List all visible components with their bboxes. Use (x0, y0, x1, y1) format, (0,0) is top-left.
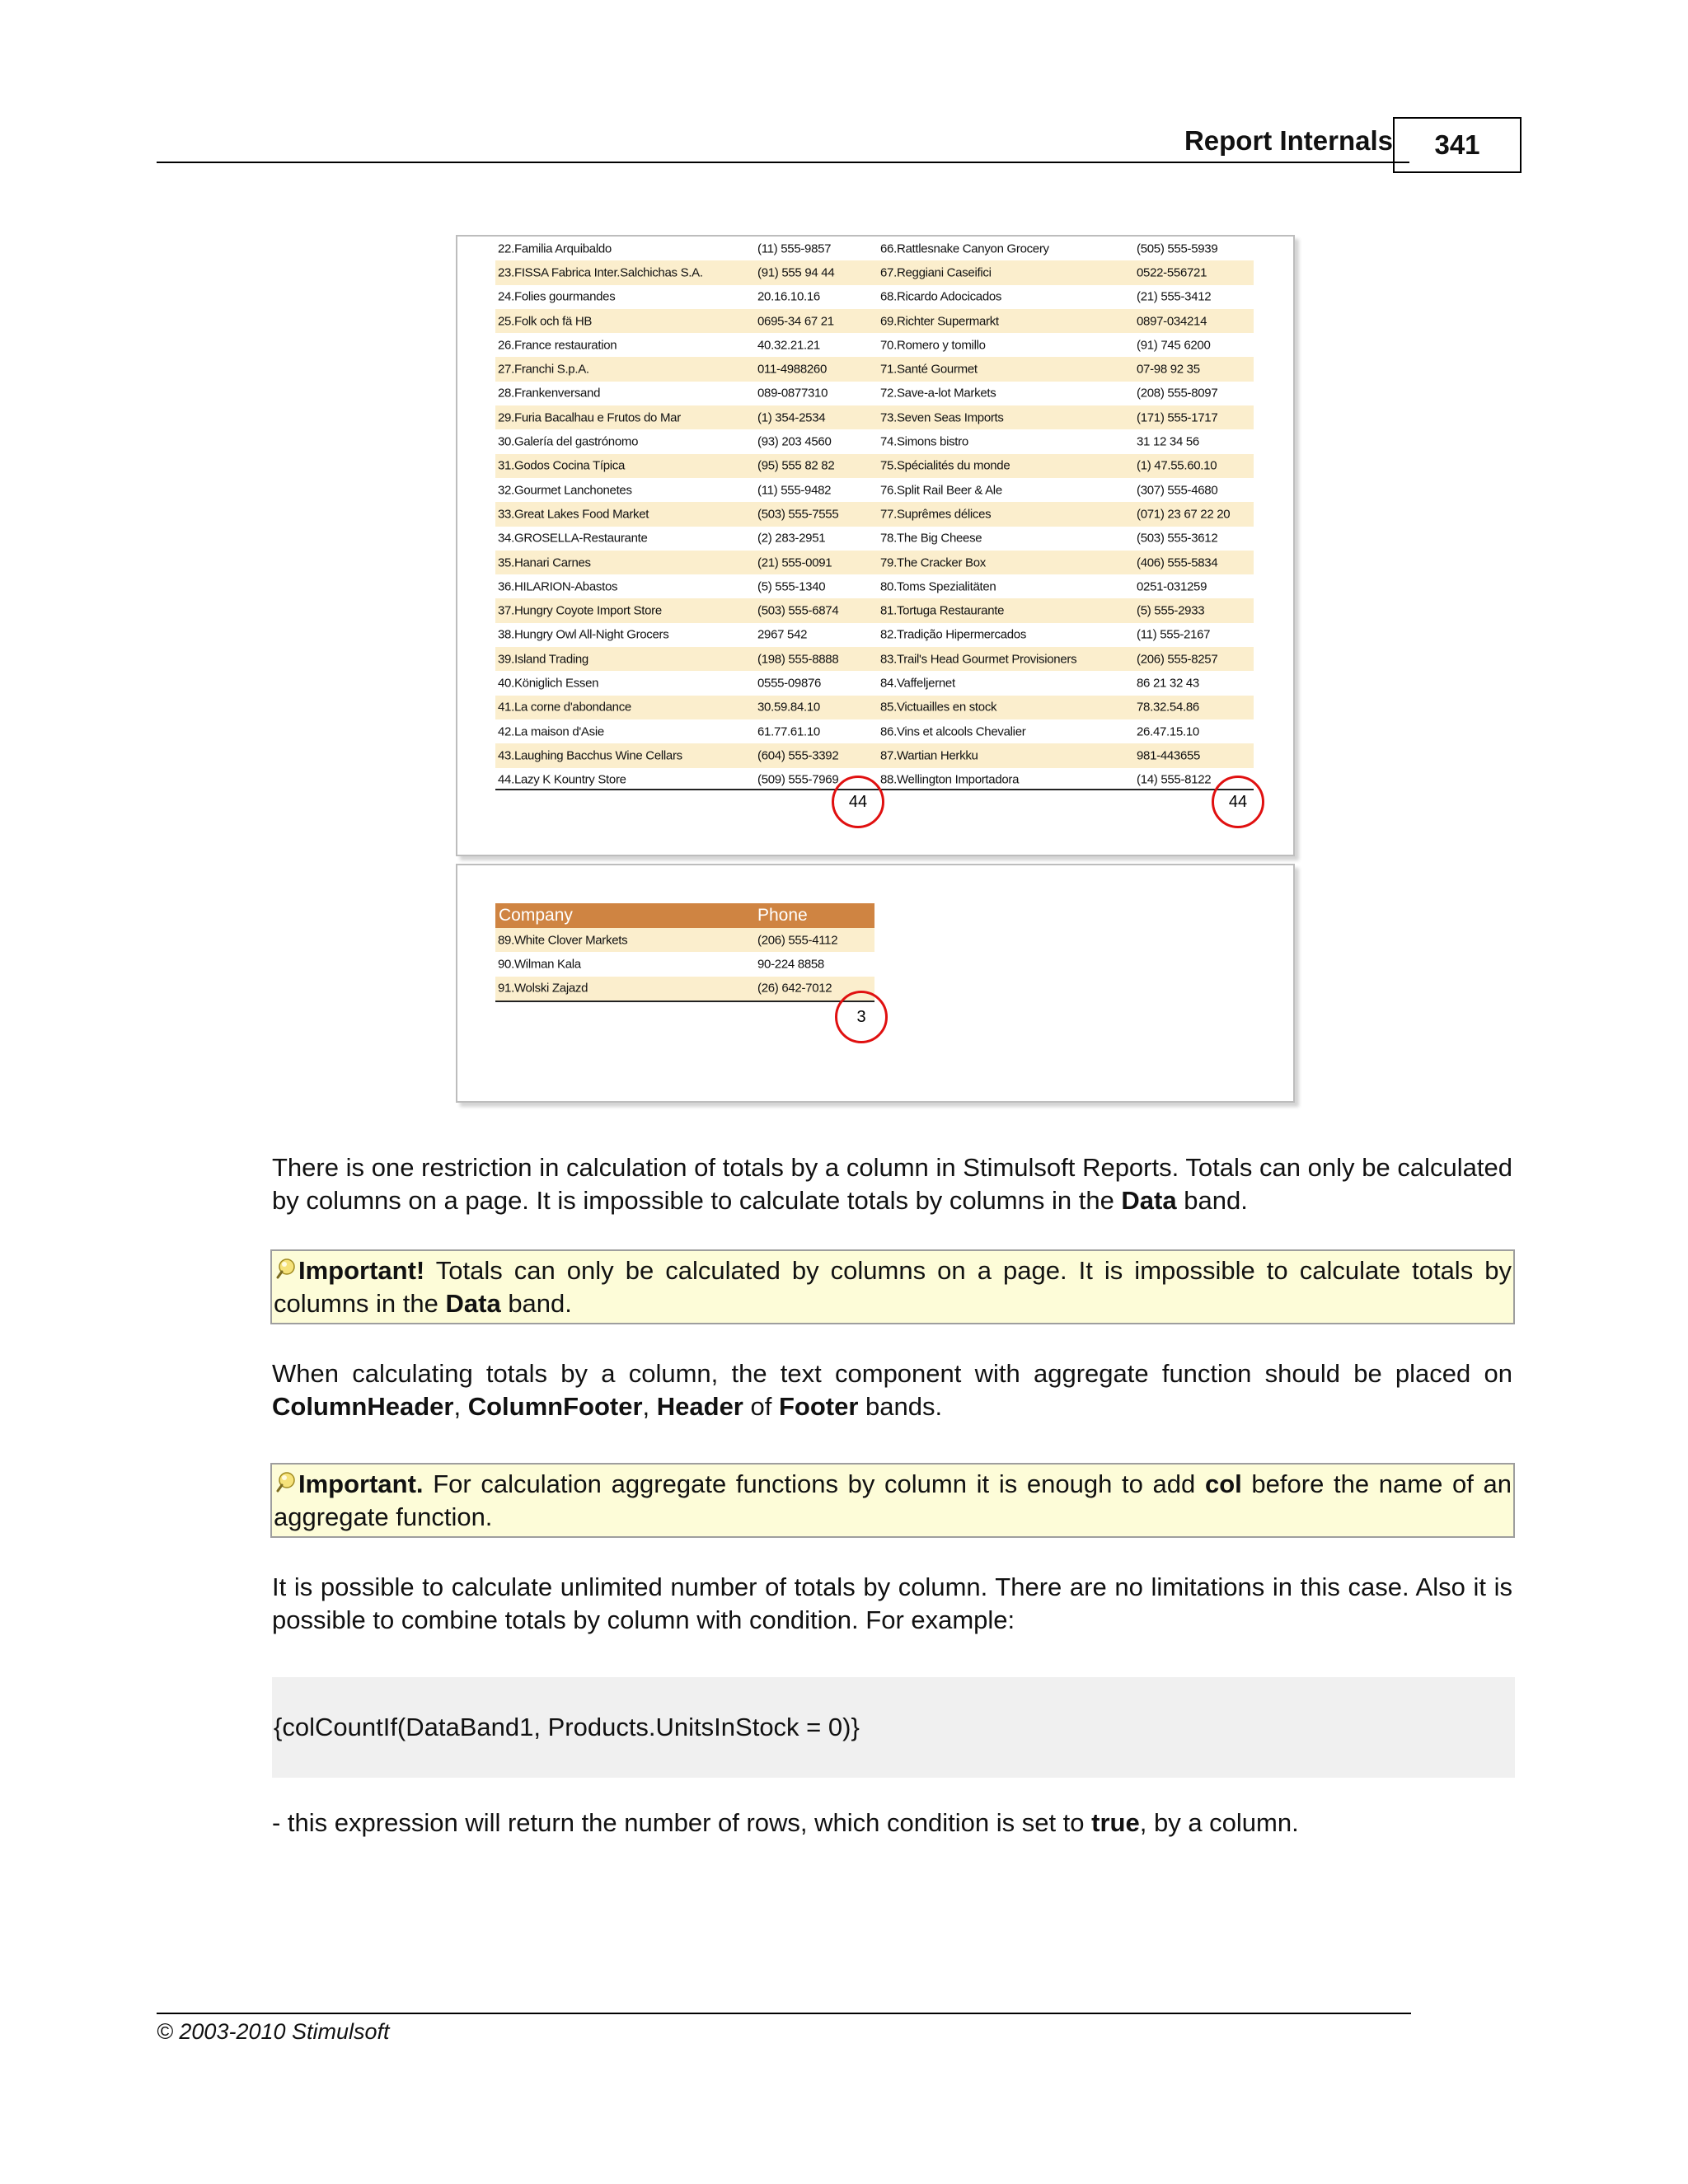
customers-last-page-table (495, 903, 874, 1001)
phone-cell: (206) 555-4112 (757, 933, 838, 948)
phone-cell: (1) 354-2534 (757, 410, 826, 425)
phone-cell: 0555-09876 (757, 676, 822, 691)
paragraph-unlimited: It is possible to calculate unlimited number of totals by column. There are no limitations in this case. Also it is possible to combine totals by column with condition. For example: (272, 1572, 1512, 1634)
company-cell: 82.Tradição Hipermercados (880, 627, 1027, 642)
table-row (495, 237, 1254, 260)
company-cell: 39.Island Trading (498, 652, 588, 667)
important-note-2 (270, 1463, 1515, 1538)
note1-bold-data: Data (445, 1289, 501, 1318)
phone-cell: (2) 283-2951 (757, 531, 826, 546)
p2-sep3: of (743, 1392, 779, 1421)
phone-cell: 0522-556721 (1137, 265, 1207, 280)
company-cell: 33.Great Lakes Food Market (498, 507, 649, 522)
company-cell: 78.The Big Cheese (880, 531, 982, 546)
company-cell: 37.Hungry Coyote Import Store (498, 603, 662, 618)
phone-cell: (307) 555-4680 (1137, 483, 1218, 498)
phone-cell: (11) 555-9482 (757, 483, 832, 498)
phone-cell: (1) 47.55.60.10 (1137, 458, 1217, 473)
report-preview-page-1 (456, 235, 1295, 856)
phone-cell: (26) 642-7012 (757, 981, 832, 996)
phone-cell: 30.59.84.10 (757, 700, 820, 715)
phone-cell: 0251-031259 (1137, 579, 1207, 594)
phone-cell: (91) 745 6200 (1137, 338, 1211, 353)
note2-label: Important. (298, 1469, 424, 1498)
phone-cell: (071) 23 67 22 20 (1137, 507, 1231, 522)
company-cell: 74.Simons bistro (880, 434, 968, 449)
phone-cell: 2967 542 (757, 627, 808, 642)
company-cell: 86.Vins et alcools Chevalier (880, 724, 1026, 739)
phone-cell: 78.32.54.86 (1137, 700, 1199, 715)
company-cell: 41.La corne d'abondance (498, 700, 631, 715)
company-cell: 91.Wolski Zajazd (498, 981, 588, 996)
footer-copyright: © 2003-2010 Stimulsoft (157, 2019, 390, 2044)
code-example (272, 1677, 1515, 1778)
table-row (495, 623, 1254, 647)
customers-two-column-table (495, 237, 1254, 792)
company-cell: 36.HILARION-Abastos (498, 579, 618, 594)
column-footer-line-right (874, 789, 1254, 790)
phone-cell: 011-4988260 (757, 362, 828, 377)
phone-cell: (406) 555-5834 (1137, 555, 1218, 569)
report-preview-page-2 (456, 864, 1295, 1103)
note1-text: Totals can only be calculated by columns on a page. It is impossible to calculate totals by columns in the (274, 1256, 1512, 1318)
phone-cell: (95) 555 82 82 (757, 458, 835, 473)
phone-cell: 089-0877310 (757, 386, 828, 401)
code-expression: {colCountIf(DataBand1, Products.UnitsInStock = 0)} (274, 1713, 860, 1741)
note1-text-end: band. (500, 1289, 572, 1318)
company-cell: 30.Galería del gastrónomo (498, 434, 639, 449)
table-row (495, 928, 874, 952)
phone-cell: (503) 555-7555 (757, 507, 839, 522)
table-row (495, 382, 1254, 405)
phone-cell: (208) 555-8097 (1137, 386, 1218, 401)
column-header-phone: Phone (757, 906, 808, 925)
table-header-row (495, 903, 874, 928)
phone-cell: 61.77.61.10 (757, 724, 820, 739)
phone-cell: (11) 555-2167 (1137, 627, 1211, 642)
table-row (495, 743, 1254, 767)
phone-cell: 26.47.15.10 (1137, 724, 1199, 739)
table-row (495, 357, 1254, 381)
lightbulb-icon (274, 1258, 297, 1281)
table-row (495, 309, 1254, 333)
footer-rule (157, 2013, 1411, 2014)
phone-cell: 86 21 32 43 (1137, 676, 1199, 691)
paragraph-explanation (272, 1807, 1512, 1840)
phone-cell: (198) 555-8888 (757, 652, 839, 667)
table-row (495, 260, 1254, 284)
column-total-right: 44 (1212, 776, 1264, 828)
note2-text-end: before the name of an aggregate function. (274, 1469, 1512, 1531)
note2-text: For calculation aggregate functions by column it is enough to add (423, 1469, 1205, 1498)
phone-cell: 0695-34 67 21 (757, 314, 834, 329)
table-row (495, 429, 1254, 453)
company-cell: 34.GROSELLA-Restaurante (498, 531, 648, 546)
table-row (495, 454, 1254, 478)
table-row (495, 671, 1254, 695)
p2-sep2: , (642, 1392, 657, 1421)
company-cell: 71.Santé Gourmet (880, 362, 978, 377)
paragraph-restriction (272, 1151, 1512, 1217)
table-row (495, 502, 1254, 526)
phone-cell: 981-443655 (1137, 748, 1201, 763)
company-cell: 35.Hanari Carnes (498, 555, 591, 569)
company-cell: 77.Suprêmes délices (880, 507, 992, 522)
company-cell: 76.Split Rail Beer & Ale (880, 483, 1002, 498)
company-cell: 72.Save-a-lot Markets (880, 386, 996, 401)
note1-label: Important! (298, 1256, 425, 1285)
phone-cell: (171) 555-1717 (1137, 410, 1218, 425)
column-total-page2: 3 (835, 991, 888, 1043)
paragraph-placement (272, 1357, 1512, 1423)
table-row (495, 574, 1254, 598)
p1-bold-data: Data (1121, 1186, 1177, 1215)
phone-cell: (503) 555-3612 (1137, 531, 1218, 546)
phone-cell: (503) 555-6874 (757, 603, 839, 618)
company-cell: 69.Richter Supermarkt (880, 314, 999, 329)
company-cell: 27.Franchi S.p.A. (498, 362, 589, 377)
table-row (495, 405, 1254, 429)
company-cell: 25.Folk och fä HB (498, 314, 593, 329)
phone-cell: (206) 555-8257 (1137, 652, 1218, 667)
phone-cell: (5) 555-2933 (1137, 603, 1205, 618)
p4-text: - this expression will return the number of rows, which condition is set to (272, 1808, 1092, 1837)
phone-cell: (5) 555-1340 (757, 579, 826, 594)
company-cell: 85.Victuailles en stock (880, 700, 997, 715)
phone-cell: (11) 555-9857 (757, 241, 832, 256)
company-cell: 38.Hungry Owl All-Night Grocers (498, 627, 669, 642)
important-note-1 (270, 1249, 1515, 1324)
p2-sep1: , (453, 1392, 468, 1421)
table-row (495, 719, 1254, 743)
company-cell: 24.Folies gourmandes (498, 289, 616, 304)
phone-cell: (93) 203 4560 (757, 434, 832, 449)
p4-text-end: , by a column. (1139, 1808, 1299, 1837)
company-cell: 23.FISSA Fabrica Inter.Salchichas S.A. (498, 265, 703, 280)
table-row (495, 551, 1254, 574)
note2-bold-col: col (1204, 1469, 1242, 1498)
company-cell: 87.Wartian Herkku (880, 748, 978, 763)
p4-bold-true: true (1091, 1808, 1140, 1837)
phone-cell: (91) 555 94 44 (757, 265, 835, 280)
company-cell: 44.Lazy K Kountry Store (498, 772, 626, 787)
company-cell: 84.Vaffeljernet (880, 676, 955, 691)
table-row (495, 333, 1254, 357)
p1-text: There is one restriction in calculation of totals by a column in Stimulsoft Reports. Totals can only be calculated by columns on a page. It is impossible to calculate totals by columns in the (272, 1153, 1512, 1215)
phone-cell: (604) 555-3392 (757, 748, 839, 763)
column-footer-line (495, 1001, 874, 1002)
table-row (495, 598, 1254, 622)
company-cell: 73.Seven Seas Imports (880, 410, 1004, 425)
p1-text-end: band. (1176, 1186, 1248, 1215)
company-cell: 90.Wilman Kala (498, 957, 581, 972)
company-cell: 42.La maison d'Asie (498, 724, 604, 739)
column-footer-line-left (495, 789, 874, 790)
p2-bold-header: Header (656, 1392, 743, 1421)
page-number: 341 (1393, 117, 1522, 173)
table-row (495, 696, 1254, 719)
company-cell: 79.The Cracker Box (880, 555, 986, 569)
phone-cell: 90-224 8858 (757, 957, 824, 972)
phone-cell: (14) 555-8122 (1137, 772, 1212, 787)
company-cell: 43.Laughing Bacchus Wine Cellars (498, 748, 682, 763)
company-cell: 28.Frankenversand (498, 386, 601, 401)
p2-bold-footer: Footer (778, 1392, 859, 1421)
section-title: Report Internals (1184, 125, 1393, 156)
p2-text-end: bands. (858, 1392, 943, 1421)
table-row (495, 527, 1254, 551)
p2-bold-columnheader: ColumnHeader (272, 1392, 454, 1421)
company-cell: 67.Reggiani Caseifici (880, 265, 992, 280)
phone-cell: (21) 555-3412 (1137, 289, 1212, 304)
table-row (495, 977, 874, 1001)
company-cell: 26.France restauration (498, 338, 617, 353)
table-row (495, 478, 1254, 502)
phone-cell: 0897-034214 (1137, 314, 1207, 329)
header-rule (157, 162, 1409, 163)
company-cell: 88.Wellington Importadora (880, 772, 1020, 787)
phone-cell: (509) 555-7969 (757, 772, 839, 787)
phone-cell: 40.32.21.21 (757, 338, 820, 353)
company-cell: 68.Ricardo Adocicados (880, 289, 1002, 304)
phone-cell: 07-98 92 35 (1137, 362, 1200, 377)
phone-cell: (505) 555-5939 (1137, 241, 1218, 256)
phone-cell: 31 12 34 56 (1137, 434, 1199, 449)
table-row (495, 647, 1254, 671)
company-cell: 81.Tortuga Restaurante (880, 603, 1005, 618)
company-cell: 80.Toms Spezialitäten (880, 579, 996, 594)
company-cell: 89.White Clover Markets (498, 933, 628, 948)
company-cell: 40.Königlich Essen (498, 676, 599, 691)
phone-cell: (21) 555-0091 (757, 555, 832, 569)
column-header-company: Company (499, 906, 573, 925)
company-cell: 31.Godos Cocina Típica (498, 458, 626, 473)
table-row (495, 285, 1254, 309)
p2-text: When calculating totals by a column, the text component with aggregate function should be placed on (272, 1359, 1512, 1388)
company-cell: 70.Romero y tomillo (880, 338, 986, 353)
company-cell: 22.Familia Arquibaldo (498, 241, 612, 256)
p2-bold-columnfooter: ColumnFooter (467, 1392, 643, 1421)
column-total-left: 44 (832, 776, 884, 828)
lightbulb-icon (274, 1471, 297, 1494)
company-cell: 75.Spécialités du monde (880, 458, 1010, 473)
company-cell: 32.Gourmet Lanchonetes (498, 483, 632, 498)
phone-cell: 20.16.10.16 (757, 289, 820, 304)
table-row (495, 952, 874, 976)
company-cell: 83.Trail's Head Gourmet Provisioners (880, 652, 1077, 667)
company-cell: 66.Rattlesnake Canyon Grocery (880, 241, 1049, 256)
company-cell: 29.Furia Bacalhau e Frutos do Mar (498, 410, 681, 425)
